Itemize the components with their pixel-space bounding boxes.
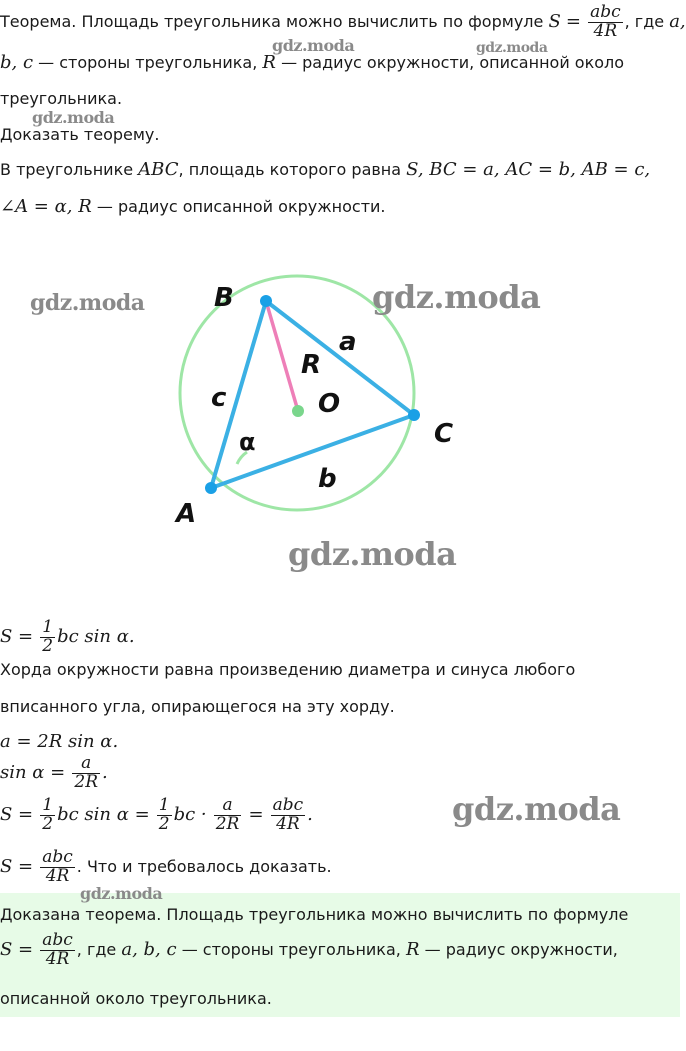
conclusion-line-2	[0, 932, 618, 969]
frac-den: 2	[42, 813, 54, 834]
watermark: gdz.moda	[272, 36, 355, 55]
given-line-2	[0, 196, 386, 217]
radius-segment	[266, 301, 298, 411]
proof-conclusion-text: . Что и требовалось доказать.	[76, 856, 332, 876]
fraction-a-2R	[72, 755, 100, 792]
prove-statement: Доказать теорему.	[0, 125, 160, 144]
watermark: gdz.moda	[32, 108, 115, 127]
label-side-a: a	[339, 327, 357, 357]
frac-num: abc	[590, 2, 621, 22]
theorem-text: , где	[624, 11, 665, 31]
proof-text-2: вписанного угла, опирающегося на эту хорду.	[0, 697, 395, 716]
theorem-text: — радиус окружности, описанной около	[281, 53, 625, 72]
conclusion-text: — радиус окружности,	[424, 939, 618, 959]
watermark: gdz.moda	[80, 884, 163, 903]
frac-den: 4R	[271, 815, 306, 834]
frac-num: a	[222, 795, 233, 815]
theorem-line-3: треугольника.	[0, 89, 123, 108]
math-text: =	[248, 803, 264, 825]
formula-5	[0, 849, 332, 886]
label-side-b: b	[318, 464, 337, 494]
given-text: — радиус описанной окружности.	[96, 197, 386, 216]
fraction	[214, 797, 242, 834]
frac-den: 4R	[588, 22, 623, 41]
frac-den: 2	[158, 813, 170, 834]
formula-3	[0, 755, 108, 792]
fraction	[157, 797, 172, 834]
triangle-ABC	[211, 301, 414, 488]
fraction	[271, 797, 306, 834]
math-text: bc ·	[173, 803, 207, 825]
conclusion-text: — стороны треугольника,	[181, 939, 401, 959]
frac-num: 1	[42, 795, 54, 815]
math-S: S	[548, 10, 561, 32]
given-line-1	[0, 159, 650, 180]
vertex-B	[260, 295, 272, 307]
fraction	[40, 797, 55, 834]
label-alpha: α	[239, 428, 256, 456]
center-point-O	[292, 405, 304, 417]
theorem-text: Теорема. Площадь треугольника можно вычислить по формуле	[0, 11, 544, 31]
conclusion-line-3: описанной около треугольника.	[0, 989, 272, 1008]
theorem-text: — стороны треугольника,	[38, 53, 258, 72]
math-vars: a, b, c	[121, 938, 177, 960]
frac-num: abc	[42, 847, 73, 867]
vertex-C	[408, 409, 420, 421]
frac-num: abc	[272, 795, 304, 815]
math-eq: =	[565, 10, 581, 32]
math-bc: b, c	[0, 52, 34, 73]
watermark: gdz.moda	[452, 790, 621, 828]
frac-num: 1	[42, 617, 54, 637]
math-text: sin α =	[0, 761, 66, 783]
math-text: .	[307, 803, 313, 825]
watermark: gdz.moda	[372, 278, 541, 316]
given-text: , площадь которого равна	[178, 160, 402, 179]
label-side-c: c	[211, 383, 227, 413]
math-text: S =	[0, 803, 34, 825]
formula-4	[0, 797, 313, 834]
frac-den: 2R	[215, 813, 240, 834]
formula-1	[0, 619, 135, 656]
label-R: R	[301, 350, 322, 380]
fraction-abc-4R	[40, 932, 75, 969]
frac-den: 4R	[40, 867, 75, 886]
fraction-abc-4R	[40, 849, 75, 886]
fraction-abc-4R	[588, 4, 623, 41]
math-text: S =	[0, 938, 34, 960]
math-conditions: S, BC = a, AC = b, AB = c,	[406, 159, 651, 180]
watermark: gdz.moda	[288, 535, 457, 573]
formula-2: a = 2R sin α.	[0, 731, 119, 752]
watermark: gdz.moda	[30, 290, 145, 316]
frac-num: 1	[158, 795, 170, 815]
label-O: O	[318, 389, 341, 419]
conclusion-text: , где	[76, 939, 117, 959]
math-text: bc sin α =	[57, 803, 150, 825]
math-text: bc sin α.	[57, 625, 135, 647]
math-a: a,	[669, 10, 686, 32]
label-B: B	[214, 283, 234, 313]
math-R: R	[262, 52, 276, 73]
frac-num: abc	[42, 930, 73, 950]
watermark: gdz.moda	[476, 40, 548, 56]
frac-den: 2R	[74, 771, 98, 792]
math-text: S =	[0, 625, 34, 647]
math-ABC: ABC	[138, 159, 179, 180]
fraction-half	[40, 619, 55, 656]
math-R: R	[405, 938, 420, 960]
frac-den: 4R	[40, 950, 75, 969]
frac-num: a	[81, 753, 92, 773]
vertex-A	[205, 482, 217, 494]
given-text: В треугольнике	[0, 160, 134, 179]
math-angle: ∠A = α, R	[0, 196, 92, 217]
frac-den: 2	[42, 635, 54, 656]
label-C: C	[434, 419, 454, 449]
math-text: .	[102, 761, 108, 783]
label-A: A	[176, 499, 197, 529]
math-text: S =	[0, 855, 34, 877]
proof-text-1: Хорда окружности равна произведению диаметра и синуса любого	[0, 660, 576, 679]
conclusion-line-1: Доказана теорема. Площадь треугольника можно вычислить по формуле	[0, 905, 629, 924]
